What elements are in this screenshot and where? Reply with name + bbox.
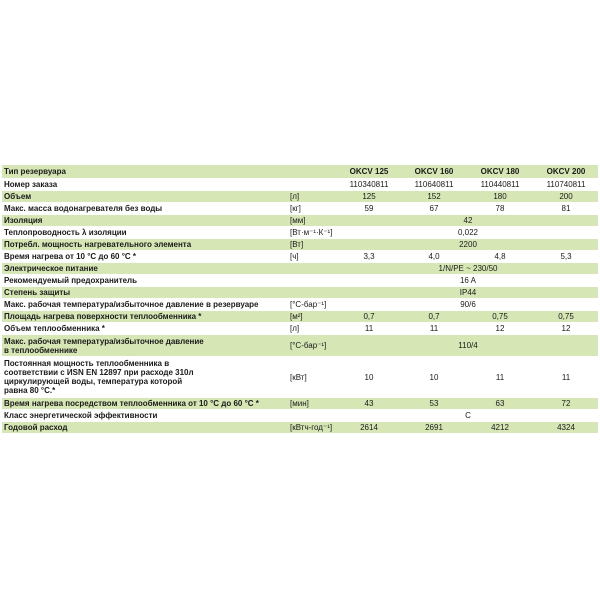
row-value: 0,7 (363, 312, 375, 321)
row-value: 11 (429, 324, 439, 333)
row-value: 11 (495, 372, 505, 382)
row-label: Время нагрева посредством теплообменника от 10 °C до 60 °C * (4, 399, 259, 408)
model-okcv-200: OKCV 200 (546, 167, 586, 176)
table-row (2, 398, 598, 410)
row-value: 78 (495, 204, 505, 213)
table-row (2, 275, 598, 287)
row-value: 16 A (459, 276, 476, 285)
table-row (2, 410, 598, 422)
row-value: 0,022 (457, 228, 479, 237)
row-value: 4,0 (428, 252, 440, 261)
row-unit: [мм] (290, 216, 306, 225)
row-value: 4,8 (494, 252, 506, 261)
row-value: 12 (495, 324, 505, 333)
row-label: Электрическое питание (4, 264, 98, 273)
row-value: 110/4 (458, 341, 478, 350)
row-value: 81 (561, 204, 571, 213)
row-unit: [кВтч-год⁻¹] (290, 423, 333, 432)
row-value: 72 (561, 399, 571, 408)
table-row (2, 251, 598, 263)
row-value: 42 (463, 216, 473, 225)
row-value: 2691 (425, 423, 443, 432)
row-label: Объем (4, 192, 32, 201)
row-unit: [кг] (290, 204, 301, 213)
row-unit: [м²] (290, 312, 303, 321)
row-value: 12 (561, 324, 571, 333)
row-unit: [л] (290, 192, 300, 201)
model-okcv-125: OKCV 125 (349, 167, 389, 176)
table-row (2, 239, 598, 251)
row-label: Макс. рабочая температура/избыточное давление в теплообменнике (4, 336, 204, 355)
row-value: 11 (561, 372, 571, 382)
table-row (2, 227, 598, 239)
table-header-row (2, 165, 598, 179)
row-label: Рекомендуемый предохранитель (4, 276, 138, 285)
row-unit (290, 275, 336, 286)
row-value: 152 (427, 192, 441, 201)
table-row (2, 335, 598, 357)
row-value: 5,3 (560, 252, 572, 261)
row-label: Теплопроводность λ изоляции (4, 228, 127, 237)
table-row (2, 263, 598, 275)
row-value: 200 (559, 192, 573, 201)
table-row (2, 203, 598, 215)
row-unit: [Вт] (290, 240, 304, 249)
model-okcv-180: OKCV 180 (480, 167, 520, 176)
row-label: Номер заказа (4, 180, 58, 189)
row-unit: [°C-бар⁻¹] (290, 341, 327, 350)
row-value: 2200 (459, 240, 477, 249)
table-row (2, 422, 598, 434)
row-label: Годовой расход (4, 423, 68, 432)
row-label: Объем теплообменника * (4, 324, 105, 333)
header-label: Тип резервуара (4, 167, 66, 176)
row-value: 10 (364, 372, 374, 382)
row-label: Время нагрева от 10 °C до 60 °C * (4, 252, 137, 261)
row-value: 11 (364, 324, 374, 333)
row-label: Макс. рабочая температура/избыточное давление в резервуаре (4, 300, 259, 309)
table-row (2, 311, 598, 323)
row-label: Постоянная мощность теплообменника в соответствии с ИSN EN 12897 при расходе 310л циркулирующей воды, температура которой равна 80 °C.* (4, 359, 194, 395)
row-value: IP44 (459, 288, 477, 297)
row-unit (290, 287, 336, 298)
table-row (2, 191, 598, 203)
row-value: 180 (493, 192, 507, 201)
row-value: C (465, 411, 471, 420)
row-value: 10 (429, 372, 439, 382)
table-row (2, 179, 598, 191)
row-unit: [ч] (290, 252, 299, 261)
row-unit (290, 263, 336, 274)
row-value: 43 (364, 399, 374, 408)
row-unit (290, 410, 336, 421)
row-label: Площадь нагрева поверхности теплообменника * (4, 312, 202, 321)
row-unit: [л] (290, 324, 300, 333)
row-value: 3,3 (363, 252, 375, 261)
row-value: 110440811 (480, 180, 520, 189)
table-row (2, 287, 598, 299)
row-value: 110340811 (349, 180, 389, 189)
row-value: 4212 (491, 423, 509, 432)
table-row (2, 299, 598, 311)
row-unit: [°C-бар⁻¹] (290, 300, 327, 309)
row-value: 110740811 (546, 180, 586, 189)
row-label: Степень защиты (4, 288, 71, 297)
row-label: Макс. масса водонагревателя без воды (4, 204, 163, 213)
row-unit: [мин] (290, 399, 309, 408)
row-value: 4324 (557, 423, 575, 432)
row-value: 125 (362, 192, 376, 201)
row-label: Потребл. мощность нагревательного элемента (4, 240, 192, 249)
row-value: 59 (364, 204, 374, 213)
row-unit: [Вт·м⁻¹·К⁻¹] (290, 228, 333, 237)
row-unit: [кВт] (290, 372, 307, 382)
row-value: 110640811 (414, 180, 454, 189)
row-value: 63 (495, 399, 505, 408)
row-label: Класс энергетической эффективности (4, 411, 158, 420)
row-value: 0,7 (428, 312, 440, 321)
table-row (2, 215, 598, 227)
table-row (2, 357, 598, 398)
row-label: Изоляция (4, 216, 43, 225)
row-value: 53 (429, 399, 439, 408)
spec-table (2, 165, 598, 434)
row-value: 2614 (360, 423, 378, 432)
row-unit (290, 179, 336, 190)
table-row (2, 323, 598, 335)
row-value: 0,75 (558, 312, 574, 321)
model-okcv-160: OKCV 160 (414, 167, 454, 176)
row-value: 0,75 (492, 312, 508, 321)
row-value: 1/N/PE ~ 230/50 (438, 264, 498, 273)
row-value: 67 (429, 204, 439, 213)
row-value: 90/6 (460, 300, 476, 309)
